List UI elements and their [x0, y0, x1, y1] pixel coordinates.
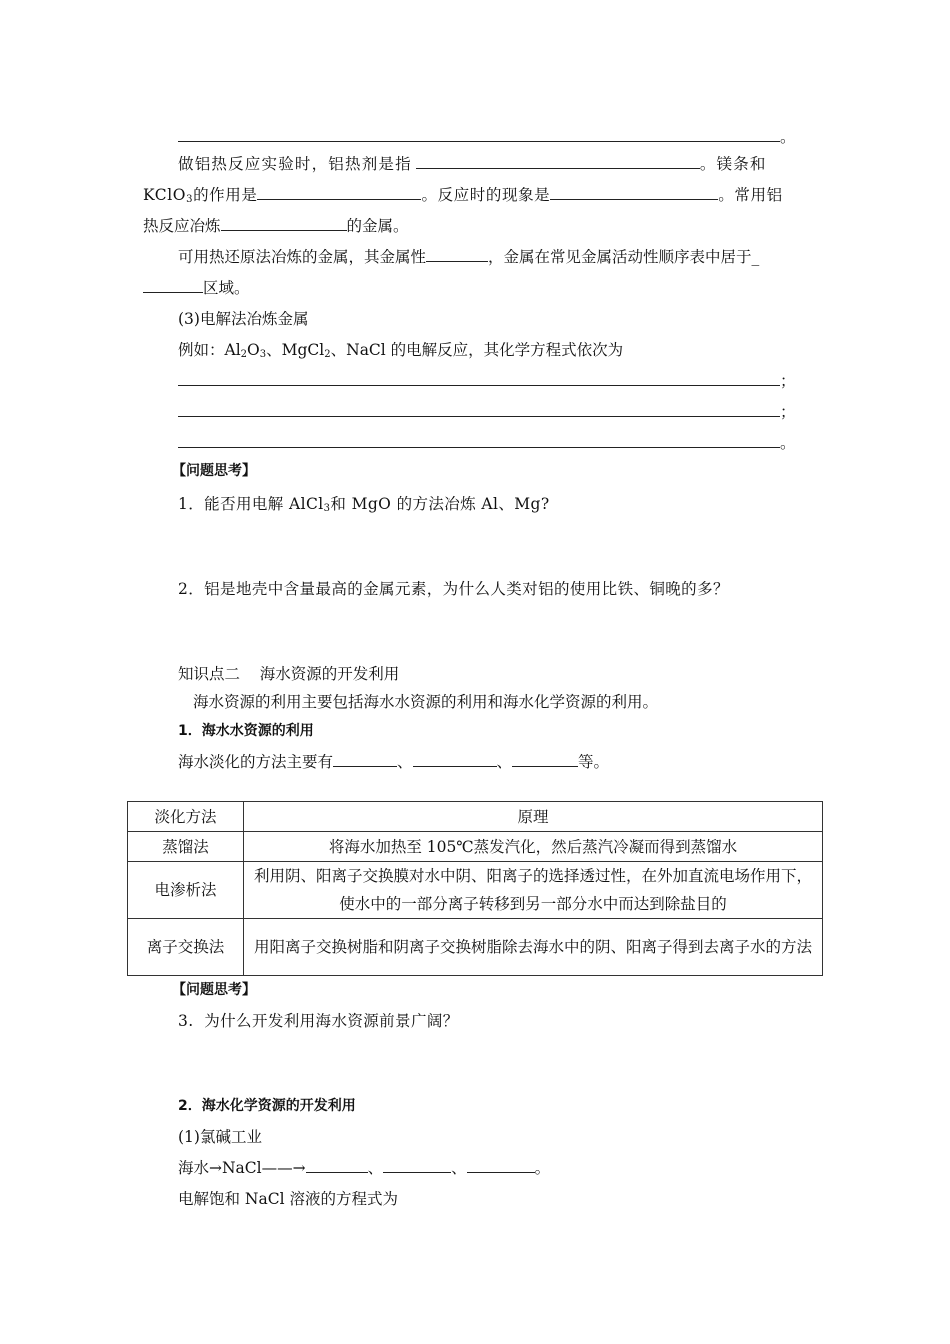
electrolysis-equation-prompt: 电解饱和 NaCl 溶液的方程式为 — [178, 1190, 398, 1208]
answer-blank — [426, 247, 488, 262]
thermite-line-2: KClO$_3$的作用是 。反应时的现象是 。常用铝 — [143, 186, 783, 205]
answer-blank — [512, 752, 578, 767]
section-title: 知识点二 海水资源的开发利用 — [178, 665, 400, 683]
chlor-alkali-heading: (1)氯碱工业 — [178, 1128, 262, 1146]
table-row — [128, 862, 823, 919]
electrolysis-heading: (3)电解法冶炼金属 — [178, 310, 309, 328]
table-cell-method: 蒸馏法 — [128, 832, 244, 862]
answer-blank — [413, 752, 497, 767]
answer-blank — [416, 154, 700, 169]
subsection-2-title: 2．海水化学资源的开发利用 — [178, 1098, 356, 1114]
answer-blank — [333, 752, 397, 767]
chlor-alkali-flow: 海水→NaCl——→ 、 、 。 — [178, 1159, 551, 1177]
table-header-row — [128, 802, 823, 832]
equation-line-3: 。 — [178, 433, 796, 453]
answer-blank — [383, 1158, 451, 1173]
table-cell-principle: 利用阴、阳离子交换膜对水中阴、阳离子的选择透过性，在外加直流电场作用下，使水中的一部分离子转移到另一部分水中而达到除盐目的 — [244, 862, 823, 919]
table-header: 原理 — [244, 802, 823, 832]
answer-blank — [221, 216, 347, 231]
subsection-1-title: 1．海水水资源的利用 — [178, 723, 314, 739]
answer-blank — [257, 185, 421, 200]
table-row — [128, 919, 823, 976]
reduction-line-1: 可用热还原法冶炼的金属，其金属性 ，金属在常见金属活动性顺序表中居于_ — [178, 248, 760, 266]
table-row — [128, 832, 823, 862]
desalination-table — [127, 801, 823, 976]
question-heading: 【问题思考】 — [172, 982, 256, 998]
answer-blank — [178, 402, 780, 417]
question-3: 3. 为什么开发利用海水资源前景广阔？ — [178, 1012, 459, 1030]
table-cell-principle: 将海水加热至 105℃蒸发汽化，然后蒸汽冷凝而得到蒸馏水 — [244, 832, 823, 862]
answer-blank — [178, 371, 780, 386]
answer-line: 。 — [178, 127, 796, 147]
table-header: 淡化方法 — [128, 802, 244, 832]
answer-blank — [550, 185, 718, 200]
question-heading: 【问题思考】 — [172, 463, 256, 479]
answer-blank — [178, 127, 780, 142]
answer-blank — [467, 1158, 535, 1173]
question-2: 2．铝是地壳中含量最高的金属元素，为什么人类对铝的使用比铁、铜晚的多？ — [178, 580, 729, 598]
question-1: 1．能否用电解 AlCl$_3$和 MgO 的方法冶炼 Al、Mg? — [178, 495, 550, 514]
table-cell-principle: 用阳离子交换树脂和阴离子交换树脂除去海水中的阴、阳离子得到去离子水的方法 — [244, 919, 823, 976]
equation-line-1: ； — [178, 371, 796, 391]
reduction-line-2: 区域。 — [143, 278, 250, 298]
desalination-methods: 海水淡化的方法主要有 、 、 等。 — [178, 753, 610, 771]
equation-line-2: ； — [178, 402, 796, 422]
table-cell-method: 离子交换法 — [128, 919, 244, 976]
answer-blank — [143, 278, 203, 293]
section-intro: 海水资源的利用主要包括海水水资源的利用和海水化学资源的利用。 — [193, 693, 659, 711]
answer-blank — [306, 1158, 368, 1173]
thermite-line-1: 做铝热反应实验时，铝热剂是指 。镁条和 — [178, 155, 767, 173]
thermite-line-3: 热反应冶炼 的金属。 — [143, 217, 409, 235]
table-cell-method: 电渗析法 — [128, 862, 244, 919]
electrolysis-example: 例如：$Al_2O_3$、MgCl$_2$、NaCl 的电解反应，其化学方程式依次为 — [178, 341, 624, 360]
answer-blank — [178, 433, 780, 448]
